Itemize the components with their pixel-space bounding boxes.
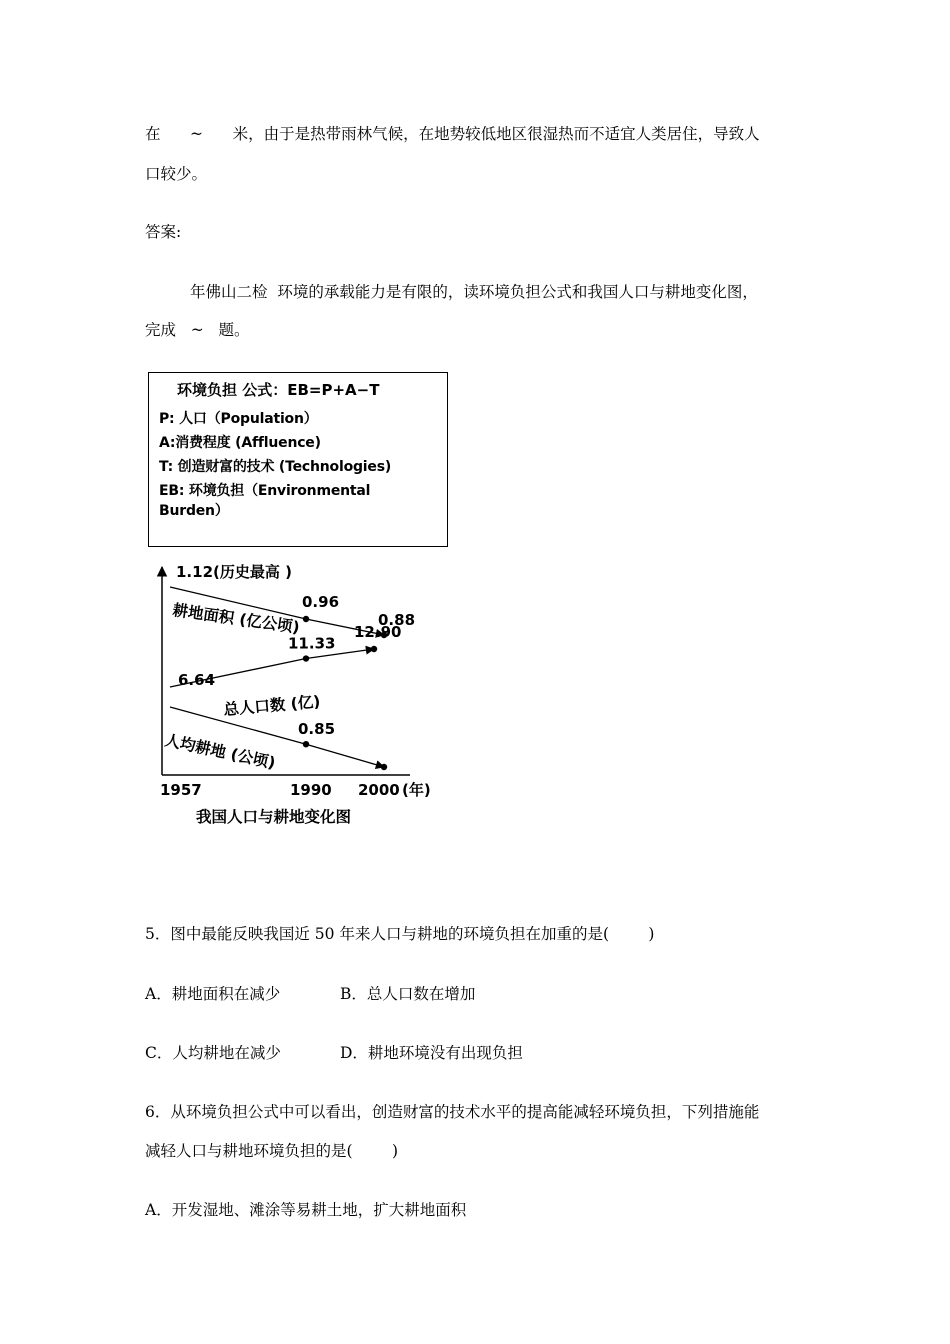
data-label: 12.90 [354,623,402,641]
intro-line-1: 年佛山二检 环境的承载能力是有限的，读环境负担公式和我国人口与耕地变化图， [190,283,758,301]
option-5d: D．耕地环境没有出现负担 [340,1044,523,1062]
x-axis-unit: (年) [402,781,431,799]
data-label: 0.96 [302,593,340,611]
formula-item: EB: 环境负担（Environmental Burden） [159,483,371,519]
option-5c: C．人均耕地在减少 [145,1044,281,1062]
intro-line-2: 完成 ~ 题。 [145,321,250,339]
option-5b: B．总人口数在增加 [340,985,476,1003]
series-line [170,707,384,767]
question-6-stem-1: 6．从环境负担公式中可以看出，创造财富的技术水平的提高能减轻环境负担，下列措施能 [145,1103,760,1121]
data-point [303,616,309,622]
data-point [303,741,309,747]
question-6-stem-2: 减轻人口与耕地环境负担的是( ) [145,1142,399,1160]
formula-box [148,372,448,547]
chart-caption: 我国人口与耕地变化图 [196,808,352,826]
question-5-stem: 5．图中最能反映我国近 50 年来人口与耕地的环境负担在加重的是( ) [145,925,655,943]
data-point [303,655,309,661]
x-tick-label: 2000 [358,781,400,799]
series-name-label: 耕地面积 (亿公顷) [171,601,301,637]
formula-item: A:消费程度 (Affluence) [159,435,321,451]
data-point [371,646,377,652]
data-point [381,764,387,770]
formula-item: T: 创造财富的技术 (Technologies) [159,459,392,475]
formula-title: 环境负担 公式：EB=P+A−T [177,381,380,399]
data-label: 6.64 [178,671,216,689]
option-6a: A．开发湿地、滩涂等易耕土地，扩大耕地面积 [145,1201,467,1219]
data-label: 0.85 [298,720,336,739]
population-farmland-chart [148,557,458,832]
data-label: 1.12(历史最高 ) [176,563,292,581]
option-5a: A．耕地面积在减少 [145,985,281,1003]
formula-item: P: 人口（Population） [159,411,318,427]
x-tick-label: 1957 [160,781,202,799]
x-tick-label: 1990 [290,781,332,799]
paragraph-line-1: 在 ~ 米，由于是热带雨林气候，在地势较低地区很湿热而不适宜人类居住，导致人 [145,125,760,143]
data-label: 0.88 [378,611,416,629]
data-label: 11.33 [288,634,336,653]
series-name-label: 总人口数 (亿) [222,692,322,719]
answer-label: 答案: [145,223,182,241]
series-name-label: 人均耕地 (公顷) [163,731,278,773]
figure [148,372,458,832]
paragraph-line-2: 口较少。 [145,165,208,183]
